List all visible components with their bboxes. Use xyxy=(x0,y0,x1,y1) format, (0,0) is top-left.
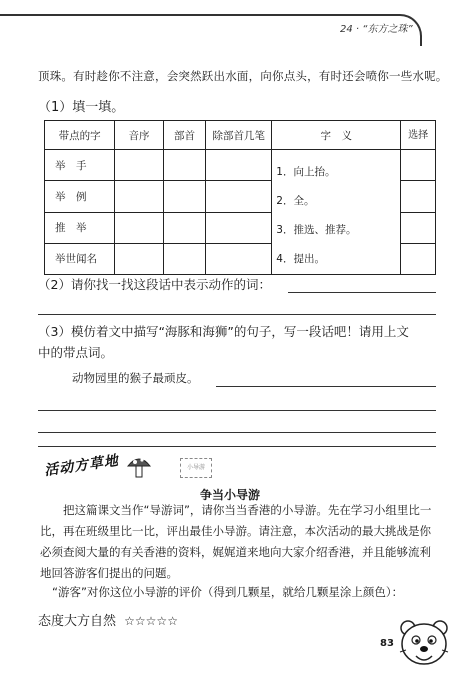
col-header-word: 带点的字 xyxy=(45,121,115,150)
star-rating[interactable]: ☆☆☆☆☆ xyxy=(124,614,178,628)
definition-item: 4．提出。 xyxy=(276,253,325,265)
col-header-choice: 选择 xyxy=(401,121,436,150)
activity-title: 争当小导游 xyxy=(199,488,260,502)
choice-cell[interactable] xyxy=(401,243,436,274)
definition-item: 1．向上抬。 xyxy=(276,166,336,178)
choice-cell[interactable] xyxy=(401,150,436,181)
answer-cell[interactable] xyxy=(115,181,163,212)
choice-cell[interactable] xyxy=(401,212,436,243)
answer-cell[interactable] xyxy=(115,212,163,243)
col-header-meaning: 字 义 xyxy=(272,121,401,150)
writing-line[interactable] xyxy=(38,432,436,433)
writing-prompt: 动物园里的猴子最顽皮。 xyxy=(72,371,199,385)
answer-line[interactable] xyxy=(38,314,436,315)
definition-item: 3．推选、推荐。 xyxy=(276,224,357,236)
writing-line[interactable] xyxy=(38,446,436,447)
answer-cell[interactable] xyxy=(163,243,206,274)
bear-cartoon-icon xyxy=(396,616,452,672)
activity-stamp: 小导游 xyxy=(180,458,212,478)
answer-cell[interactable] xyxy=(206,181,272,212)
writing-line[interactable] xyxy=(38,410,436,411)
rating-criterion xyxy=(38,610,178,629)
answer-cell[interactable] xyxy=(206,150,272,181)
section3-question-line2: 中的带点词。 xyxy=(38,345,114,360)
word-cell: 举 手 xyxy=(45,150,115,181)
col-header-bushou: 部首 xyxy=(163,121,206,150)
section1-title: （1）填一填。 xyxy=(38,100,125,115)
col-header-yinxu: 音序 xyxy=(115,121,163,150)
section3-question-line1: （3）模仿着文中描写“海豚和海狮”的句子，写一段话吧！请用上文 xyxy=(38,324,409,339)
section2-question: （2）请你找一找这段话中表示动作的词： xyxy=(38,277,271,292)
mushroom-icon xyxy=(126,452,152,480)
answer-cell[interactable] xyxy=(206,243,272,274)
writing-line[interactable] xyxy=(216,386,436,387)
criterion-label: 态度大方自然 xyxy=(38,614,117,629)
activity-paragraph-text: 把这篇课文当作“导游词”，请你当当香港的小导游。先在学习小组里比一比，再在班级里比一比，评出最佳小导游。请注意，本次活动的最大挑战是你必须查阅大量的有关香港的资料，娓娓道来地向大家介绍香港，并且能够流利地回答游客们提出的问题。 xyxy=(40,503,432,580)
activity-paragraph xyxy=(40,500,432,584)
answer-cell[interactable] xyxy=(163,150,206,181)
word-cell: 举世闻名 xyxy=(45,243,115,274)
answer-line[interactable] xyxy=(288,292,436,293)
col-header-strokes: 除部首几笔 xyxy=(206,121,272,150)
answer-cell[interactable] xyxy=(115,150,163,181)
word-table xyxy=(44,120,436,275)
intro-line: 顶珠。有时趁你不注意，会突然跃出水面，向你点头，有时还会喷你一些水呢。 xyxy=(38,69,448,83)
running-header: 24 · “东方之珠” xyxy=(340,24,413,35)
definition-item: 2．全。 xyxy=(276,195,315,207)
table-row xyxy=(45,150,436,181)
answer-cell[interactable] xyxy=(206,212,272,243)
answer-cell[interactable] xyxy=(163,181,206,212)
word-cell: 举 例 xyxy=(45,181,115,212)
rating-instruction: “游客”对你这位小导游的评价（得到几颗星，就给几颗星涂上颜色）： xyxy=(52,585,404,599)
activity-logo: 活动方草地 xyxy=(43,452,120,480)
word-cell: 推 举 xyxy=(45,212,115,243)
definitions-cell xyxy=(272,150,401,275)
answer-cell[interactable] xyxy=(115,243,163,274)
page-number: 83 xyxy=(380,638,394,649)
table-header-row xyxy=(45,121,436,150)
answer-cell[interactable] xyxy=(163,212,206,243)
choice-cell[interactable] xyxy=(401,181,436,212)
